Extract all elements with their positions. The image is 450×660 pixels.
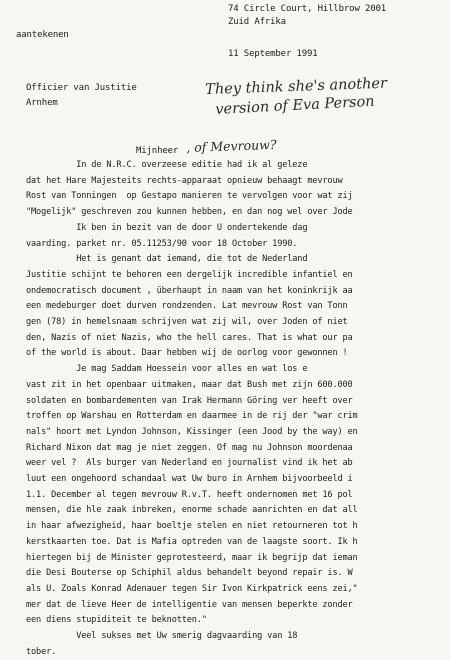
body-line: Richard Nixon dat mag je niet zeggen. Of mag nu Johnson moordenaa (26, 442, 353, 453)
body-line: weer vel ? Als burger van Nederland en journalist vind ik het ab (26, 458, 353, 469)
body-line: hiertegen bij de Minister geprotesteerd, maar ik begrijp dat ieman (26, 552, 358, 563)
body-line: troffen op Warshau en Rotterdam en daarmee in de rij der "war crim (26, 411, 358, 422)
body-line: Rost van Tonningen op Gestapo manieren te vervolgen voor wat zij (26, 191, 353, 202)
sender-address-line2: Zuid Afrika (228, 17, 286, 27)
body-line: of the world is about. Daar hebben wij de oorlog voor gewonnen ! (26, 348, 348, 359)
body-line: mensen, die hle zaak inbreken, enorme schade aanrichten en dat all (26, 505, 358, 516)
body-line: een diens stupiditeit te beknotten." (26, 615, 207, 626)
handwritten-salutation-addition: , of Mevrouw? (186, 136, 277, 155)
body-line: kerstkaarten toe. Dat is Mafia optreden van de laagste soort. Ik h (26, 536, 358, 547)
body-line: die Desi Bouterse op Schiphil aldus behandelt beyond repair is. W (26, 568, 353, 579)
body-line: den, Nazis of niet Nazis, who the hell cares. That is what our pa (26, 332, 353, 343)
body-line: nals" hoort met Lyndon Johnson, Kissinger (een Jood by the way) en (26, 426, 358, 437)
recipient-line1: Officier van Justitie (26, 83, 137, 93)
body-line: Ik ben in bezit van de door U ondertekende dag (26, 222, 308, 233)
body-line: luut een ongehoord schandaal wat Uw buro in Arnhem bijvoorbeeld i (26, 474, 353, 484)
body-line: Je mag Saddam Hoessein voor alles en wat los e (26, 364, 308, 375)
salutation: Mijnheer (136, 146, 179, 156)
handwritten-note-line1: They think she's another (205, 75, 388, 98)
recipient-line2: Arnhem (26, 98, 58, 108)
handwritten-note-line2: version of Eva Person (215, 93, 375, 118)
body-line: een medeburger doet durven rondzenden. Lat mevrouw Rost van Tonn (26, 301, 348, 312)
body-line: Justitie schijnt te behoren een dergelijk incredible infantiel en (26, 269, 353, 280)
body-line: In de N.R.C. overzeese editie had ik al geleze (26, 160, 308, 170)
body-line: ondemocratisch document , überhaupt in naam van het koninkrijk aa (26, 285, 353, 296)
body-line: tober. (26, 646, 57, 657)
body-line: in haar afwezigheid, haar boeltje stelen en niet retourneren tot h (26, 521, 358, 532)
body-line: soldaten en bombardementen van Irak Hermann Göring ver heeft over (26, 395, 353, 406)
body-line: dat het Hare Majesteits rechts-apparaat opnieuw behaagt mevrouw (26, 175, 343, 186)
body-line: "Mogelijk" geschreven zou kunnen hebben, en dan nog wel over Jode (26, 207, 353, 218)
body-line: vaarding. parket nr. 05.11253/90 voor 18 October 1990. (26, 238, 298, 249)
letter-date: 11 September 1991 (228, 49, 318, 59)
body-line: Veel sukses met Uw smerig dagvaarding van 18 (26, 631, 298, 641)
body-line: Het is genant dat iemand, die tot de Nederland (26, 254, 308, 265)
body-line: als U. Zoals Konrad Adenauer tegen Sir Ivon Kirkpatrick eens zei," (26, 583, 358, 594)
sender-address-line1: 74 Circle Court, Hillbrow 2001 (228, 4, 387, 14)
body-line: 1.1. December al tegen mevrouw R.v.T. heeft ondernomen met 16 pol (26, 489, 353, 500)
body-line: vast zit in het openbaar uitmaken, maar dat Bush met zijn 600.000 (26, 379, 353, 390)
body-line: mer dat de lieve Heer de intelligentie van mensen beperkte zonder (26, 599, 353, 610)
registered-mail-mark: aantekenen (16, 30, 69, 40)
body-line: gen (78) in hemelsnaam schrijven wat zij wil, over Joden of niet (26, 317, 348, 327)
